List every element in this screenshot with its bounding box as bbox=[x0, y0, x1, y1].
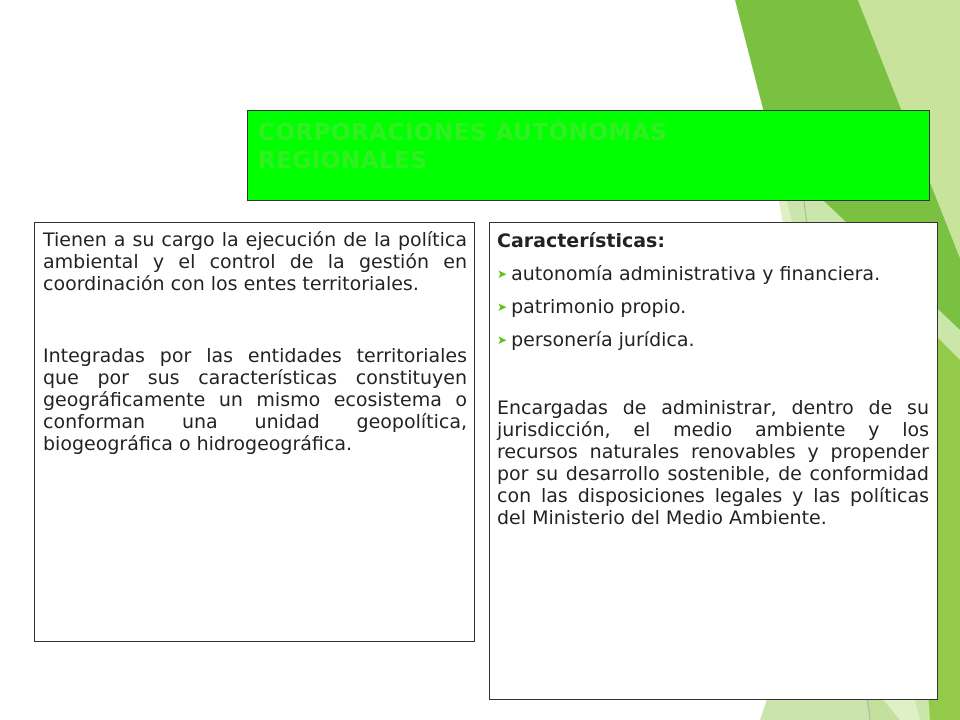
bullet-text: personería jurídica. bbox=[511, 329, 695, 351]
arrowhead-bullet-icon: ➤ bbox=[497, 333, 508, 347]
bullet-text: patrimonio propio. bbox=[511, 296, 687, 318]
characteristics-heading: Características: bbox=[497, 230, 665, 252]
list-item bbox=[497, 329, 929, 351]
right-text-panel bbox=[489, 222, 938, 700]
left-paragraph-1: Tienen a su cargo la ejecución de la política ambiental y el control de la gestión en coordinación con los entes territoriales. bbox=[43, 229, 467, 295]
title-box bbox=[247, 110, 930, 201]
characteristics-list bbox=[497, 263, 929, 351]
left-paragraph-2: Integradas por las entidades territoriales que por sus características constituyen geográficamente un mismo ecosistema o conforman una unidad geopolítica, biogeográfica o hidrogeográfica. bbox=[43, 345, 467, 455]
list-item bbox=[497, 263, 929, 285]
list-item bbox=[497, 296, 929, 318]
arrowhead-bullet-icon: ➤ bbox=[497, 267, 508, 281]
bullet-text: autonomía administrativa y financiera. bbox=[511, 263, 881, 285]
arrowhead-bullet-icon: ➤ bbox=[497, 300, 508, 314]
left-text-panel bbox=[34, 222, 475, 642]
closing-paragraph: Encargadas de administrar, dentro de su jurisdicción, el medio ambiente y los recursos naturales renovables y propender por su desarrollo sostenible, de conformidad con las disposiciones legales y las políticas del Ministerio del Medio Ambiente. bbox=[497, 397, 929, 529]
slide-title: CORPORACIONES AUTÓNOMAS REGIONALES bbox=[258, 120, 668, 174]
